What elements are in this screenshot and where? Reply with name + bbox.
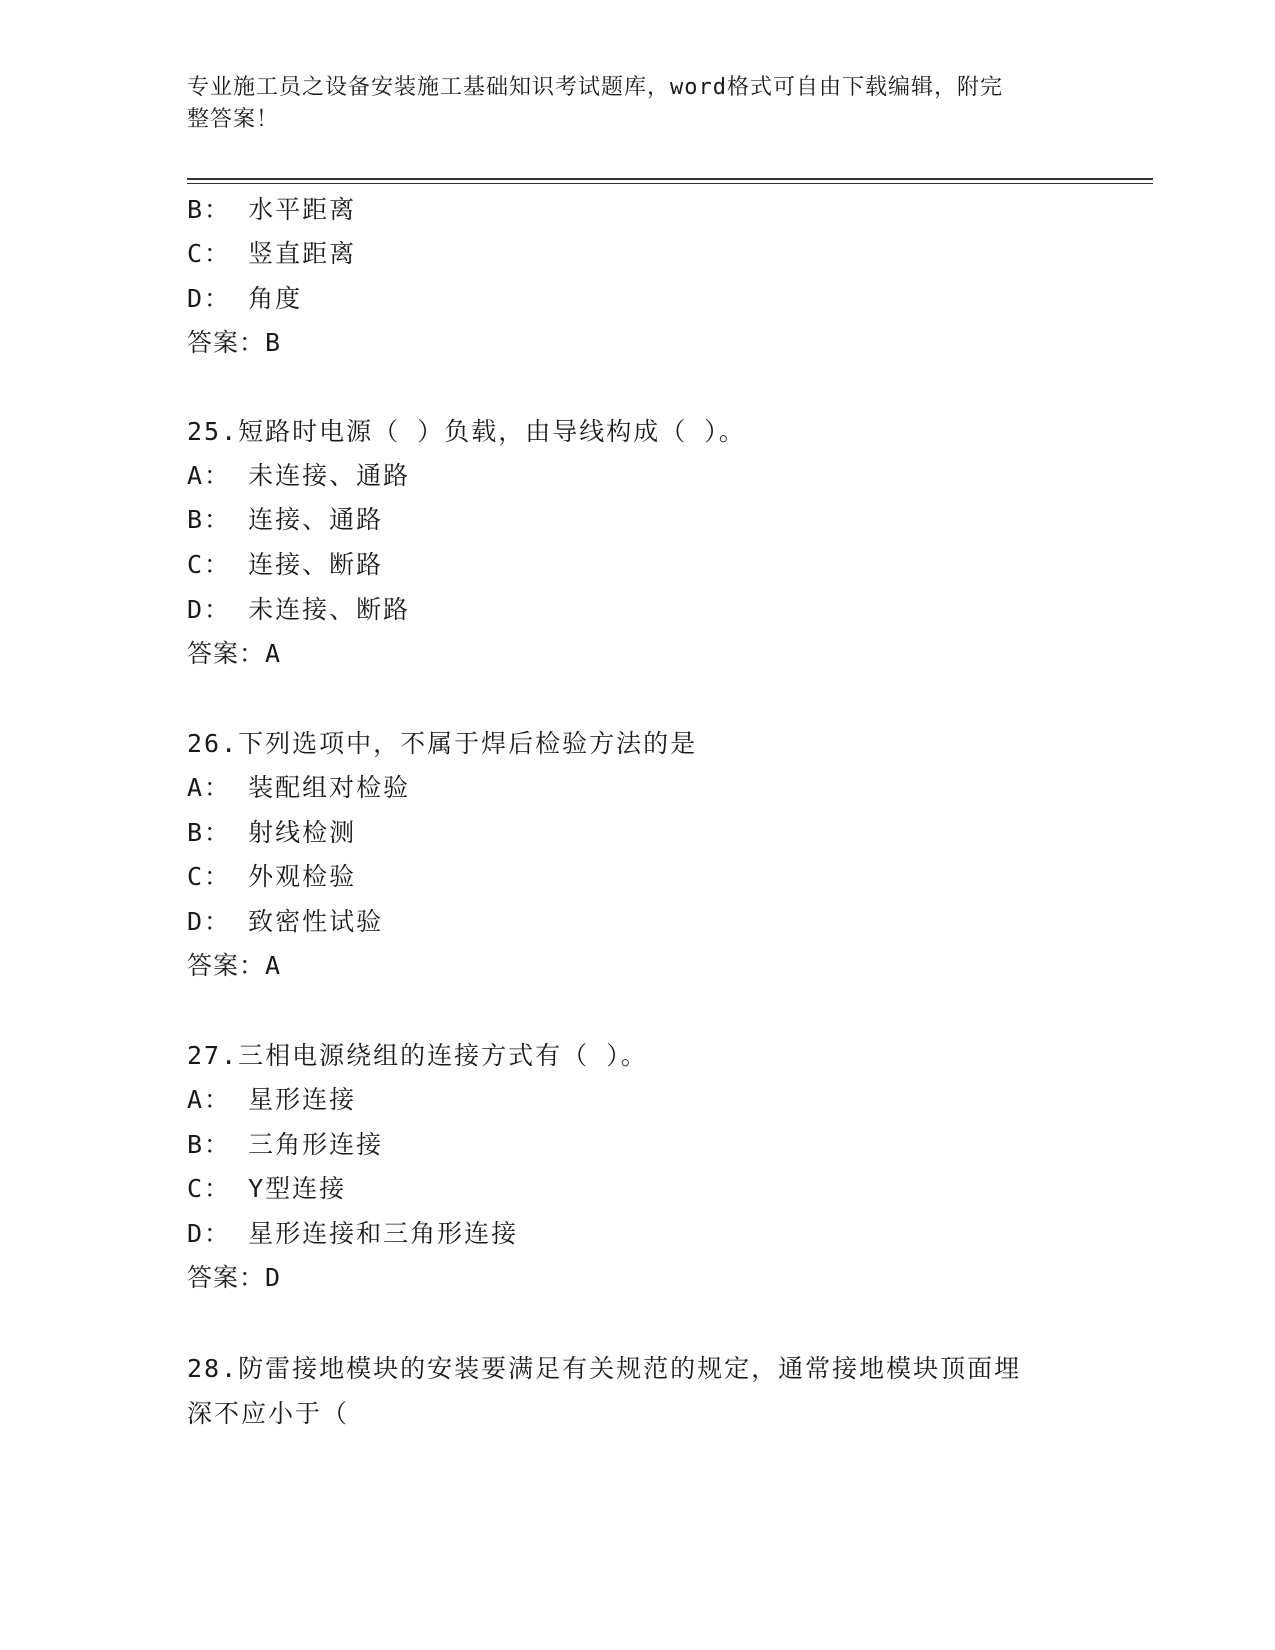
q25-option-d: D： 未连接、断路 [187,595,411,624]
q25-option-c: C： 连接、断路 [187,550,384,579]
q27-answer: 答案：D [187,1263,282,1292]
header-divider-thick [187,178,1153,180]
q28-question-line-1: 28.防雷接地模块的安装要满足有关规范的规定，通常接地模块顶面埋 [187,1354,1022,1383]
q27-option-c: C： Y型连接 [187,1174,347,1203]
q26-answer: 答案：A [187,951,282,980]
q25-answer: 答案：A [187,639,282,668]
q26-option-c: C： 外观检验 [187,862,357,891]
header-divider-thin [187,183,1153,184]
q25-option-a: A： 未连接、通路 [187,461,411,490]
q26-option-b: B： 射线检测 [187,818,357,847]
q28-question-line-2: 深不应小于（ [187,1399,350,1428]
q25-option-b: B： 连接、通路 [187,505,384,534]
q26-option-d: D： 致密性试验 [187,907,384,936]
q24-option-d: D： 角度 [187,284,303,313]
page-header [187,72,1087,136]
header-line-2: 整答案！ [187,107,280,132]
q24-option-b: B： 水平距离 [187,195,357,224]
q25-question: 25.短路时电源（ ）负载，由导线构成（ ）。 [187,417,746,446]
q24-answer: 答案：B [187,328,282,357]
header-line-1: 专业施工员之设备安装施工基础知识考试题库，word格式可自由下载编辑，附完 [187,75,1003,100]
q26-question: 26.下列选项中，不属于焊后检验方法的是 [187,729,698,758]
q27-option-a: A： 星形连接 [187,1085,357,1114]
q27-option-b: B： 三角形连接 [187,1130,384,1159]
q27-question: 27.三相电源绕组的连接方式有（ ）。 [187,1041,648,1070]
q26-option-a: A： 装配组对检验 [187,773,411,802]
q27-option-d: D： 星形连接和三角形连接 [187,1219,519,1248]
q24-option-c: C： 竖直距离 [187,239,357,268]
